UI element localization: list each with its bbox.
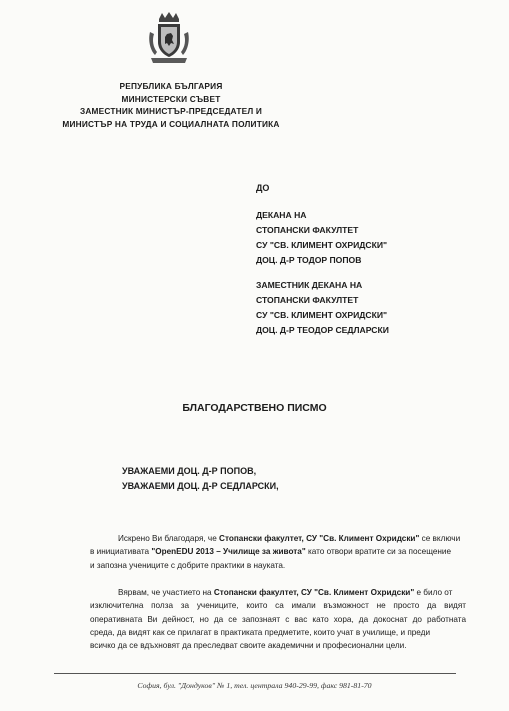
paragraph-line: оперативната Ви дейност, но да се запознаят с вас като хора, да докоснат до работната	[90, 614, 466, 624]
to-label: ДО	[256, 183, 270, 193]
salutation-line: УВАЖАЕМИ ДОЦ. Д-Р ПОПОВ,	[122, 466, 257, 476]
recipient-line: ДОЦ. Д-Р ТОДОР ПОПОВ	[256, 255, 362, 265]
paragraph-line	[90, 586, 466, 599]
paragraph-line: изключителна полза за учениците, които са имали възможност не просто да видят	[90, 601, 466, 611]
text-run: като отвори вратите си за посещение	[305, 547, 452, 557]
recipient-line: ЗАМЕСТНИК ДЕКАНА НА	[256, 280, 363, 290]
text-run: се включи	[419, 534, 461, 543]
recipient-deputy-dean	[256, 278, 389, 338]
salutation-line: УВАЖАЕМИ ДОЦ. Д-Р СЕДЛАРСКИ,	[122, 481, 279, 491]
text-run: Искрено Ви благодаря, че	[118, 534, 220, 543]
org-line: ЗАМЕСТНИК МИНИСТЪР-ПРЕДСЕДАТЕЛ И	[79, 106, 263, 116]
text-run: в инициативата	[90, 547, 152, 557]
coat-of-arms-emblem	[147, 10, 191, 66]
recipient-line: СУ "СВ. КЛИМЕНТ ОХРИДСКИ"	[256, 310, 388, 320]
recipient-line: СУ "СВ. КЛИМЕНТ ОХРИДСКИ"	[256, 240, 388, 250]
paragraph-line	[90, 532, 466, 545]
recipient-line: СТОПАНСКИ ФАКУЛТЕТ	[256, 295, 359, 305]
body-paragraph-2	[90, 586, 466, 652]
org-line: РЕПУБЛИКА БЪЛГАРИЯ	[119, 81, 223, 91]
paragraph-line: и запозна учениците с добрите практики в науката.	[90, 560, 286, 570]
text-run: е било от	[414, 588, 453, 597]
issuer-block	[46, 80, 296, 130]
org-line: МИНИСТЕРСКИ СЪВЕТ	[121, 93, 221, 104]
initiative-name: "OpenEDU 2013 – Училище за живота"	[151, 547, 306, 557]
body-paragraph-1	[90, 532, 466, 572]
footer-address: София, бул. "Дондуков" № 1, тел. централа 940-29-99, факс 981-81-70	[137, 681, 372, 690]
paragraph-line	[90, 545, 466, 558]
paragraph-line: среда, да видят как се прилагат в практиката предметите, които учат в училище, и преди	[90, 627, 431, 637]
recipient-line: ДЕКАНА НА	[256, 210, 307, 220]
recipient-line: ДОЦ. Д-Р ТЕОДОР СЕДЛАРСКИ	[256, 325, 389, 335]
recipient-dean	[256, 208, 387, 268]
org-line: МИНИСТЪР НА ТРУДА И СОЦИАЛНАТА ПОЛИТИКА	[62, 118, 280, 129]
letter-title: БЛАГОДАРСТВЕНО ПИСМО	[182, 402, 327, 414]
recipient-line: СТОПАНСКИ ФАКУЛТЕТ	[256, 225, 359, 235]
footer-divider	[54, 673, 456, 674]
text-run: Вярвам, че участието на	[118, 588, 214, 597]
paragraph-line: всичко да се вдъхновят да преследват своите академични и професионални цели.	[90, 641, 407, 651]
faculty-name: Стопански факултет, СУ "Св. Климент Охридски"	[219, 534, 420, 543]
faculty-name: Стопански факултет, СУ "Св. Климент Охридски"	[213, 588, 415, 597]
salutation	[122, 464, 279, 494]
